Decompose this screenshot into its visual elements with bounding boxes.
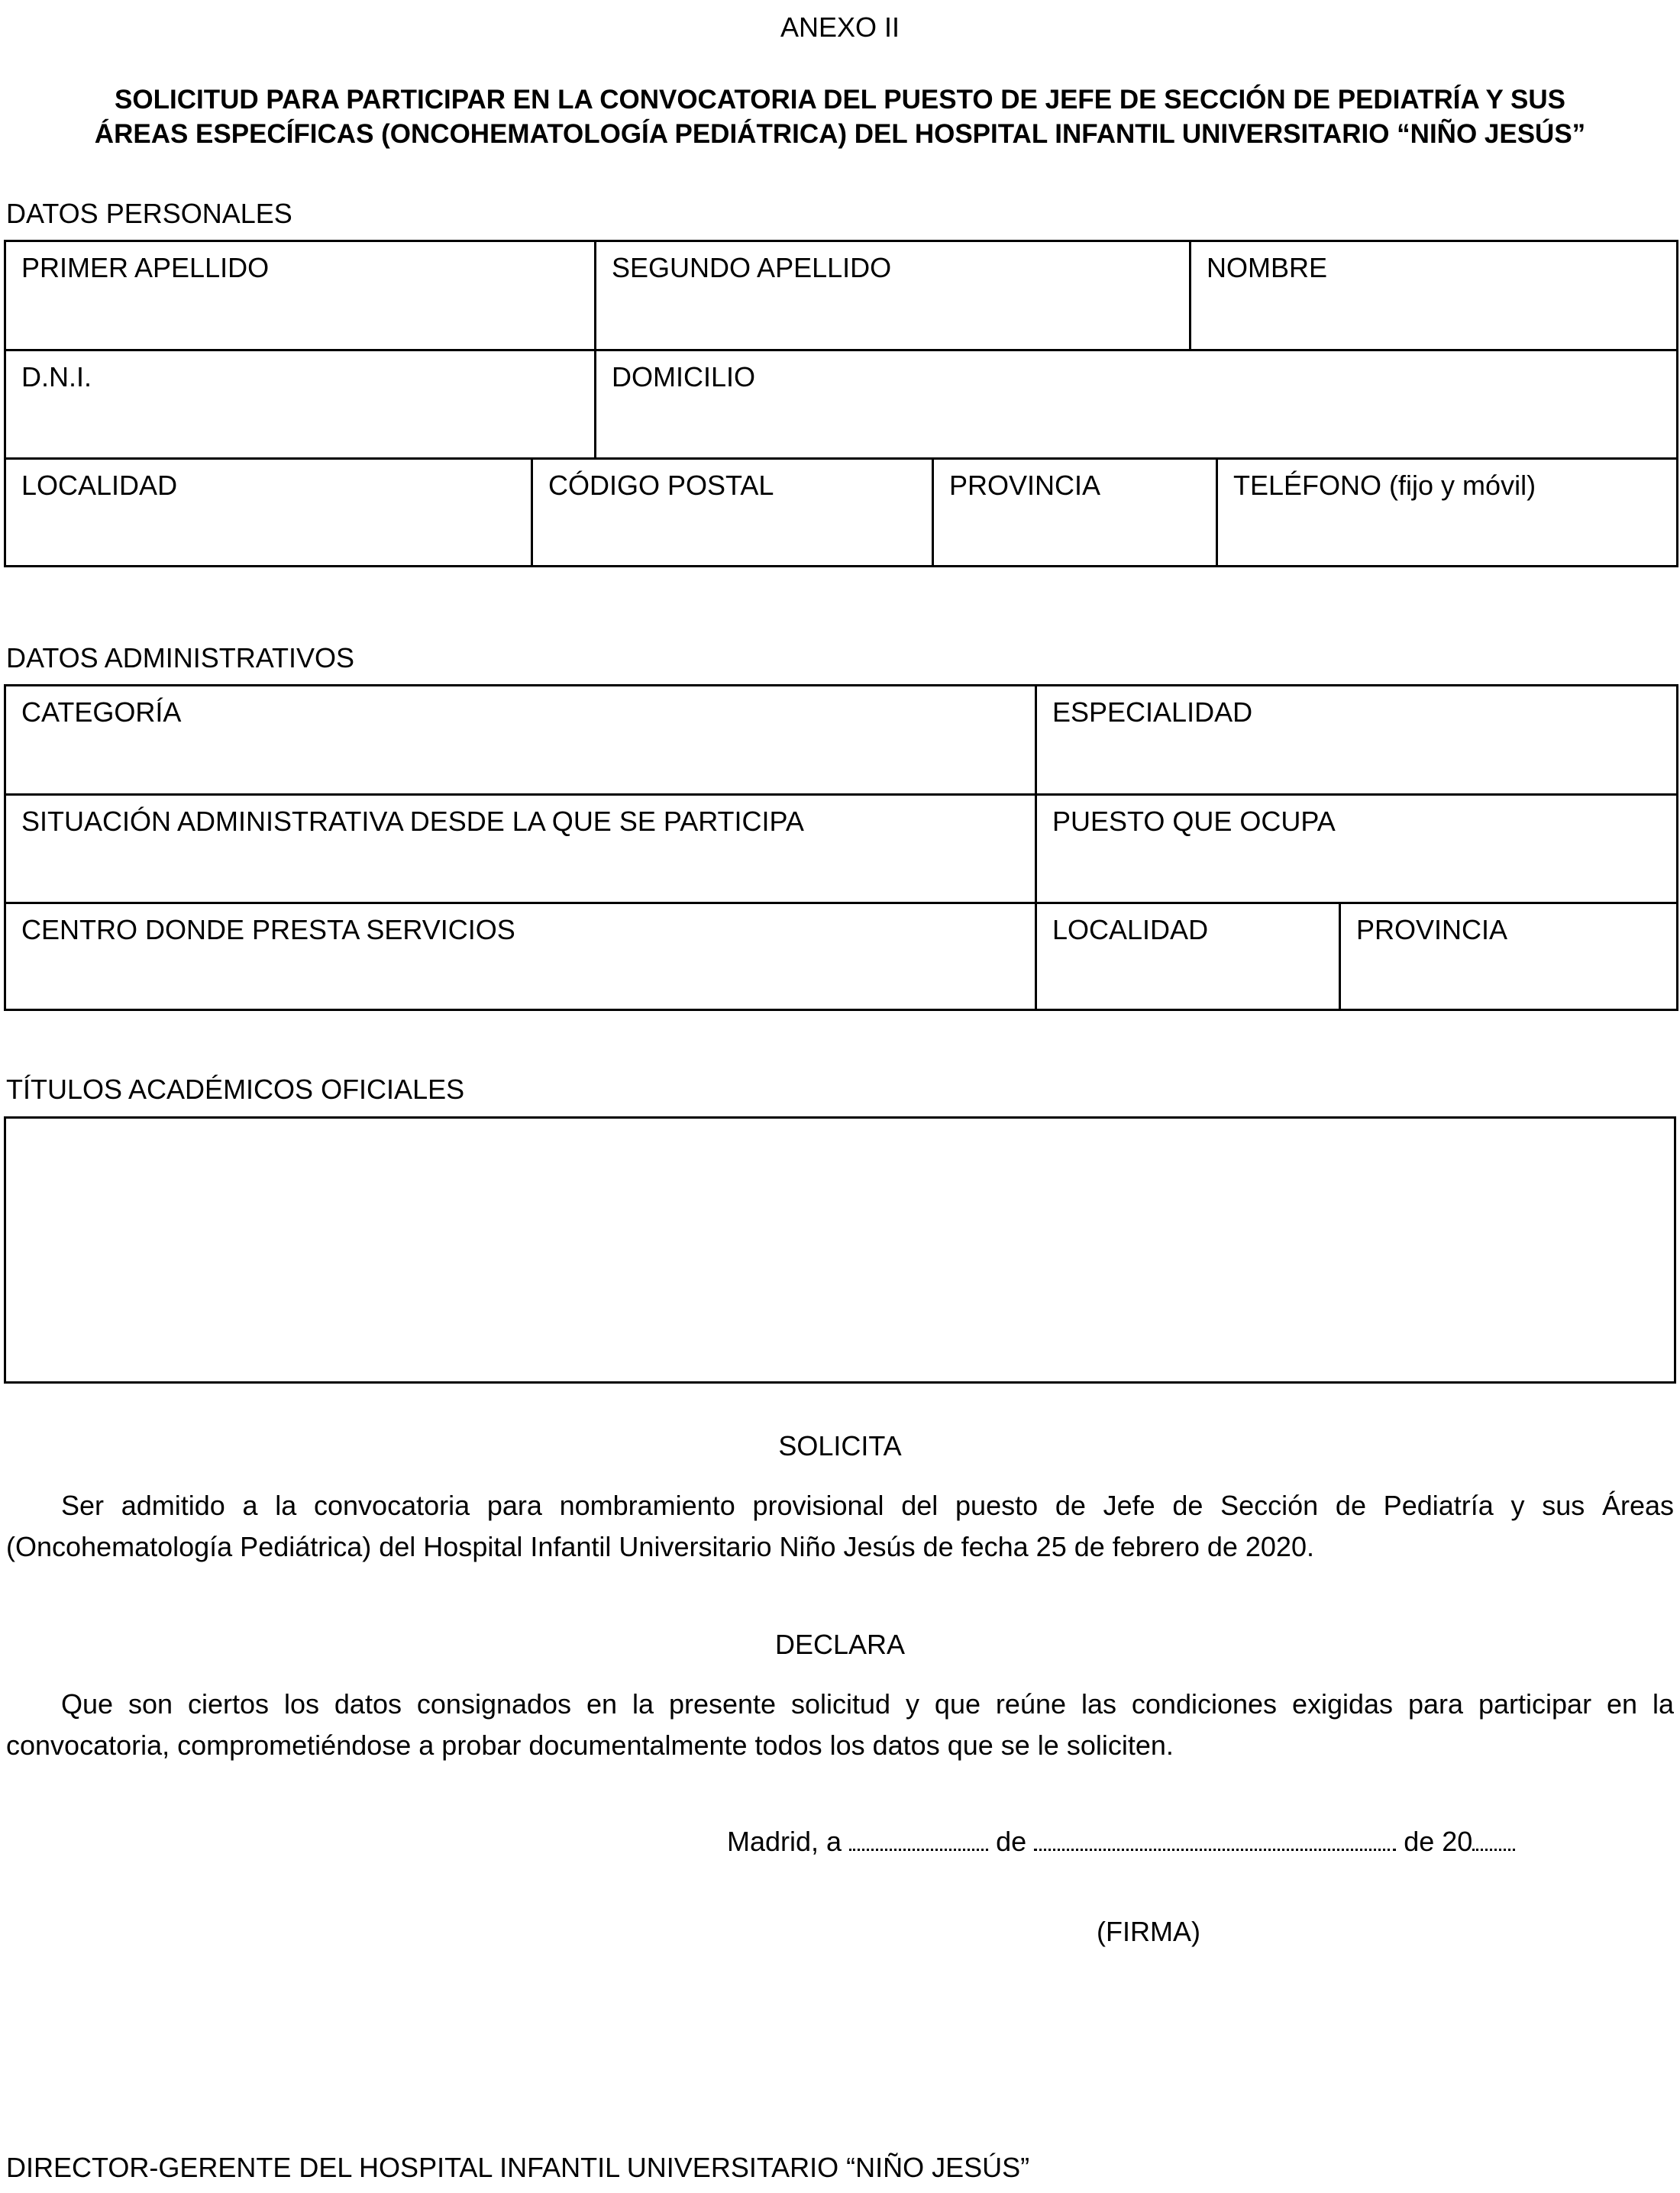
annex-label: ANEXO II <box>780 11 900 43</box>
solicita-heading: SOLICITA <box>778 1430 902 1461</box>
date-de-1: de <box>996 1826 1027 1857</box>
administrative-data-heading: DATOS ADMINISTRATIVOS <box>6 642 355 673</box>
document-title <box>31 82 1649 151</box>
especialidad-field[interactable] <box>1036 686 1678 795</box>
puesto-label: PUESTO QUE OCUPA <box>1052 806 1336 837</box>
codigo-postal-field[interactable] <box>532 459 933 567</box>
date-de-2: de 20 <box>1404 1826 1473 1857</box>
academic-titles-heading: TÍTULOS ACADÉMICOS OFICIALES <box>6 1074 465 1105</box>
day-blank[interactable] <box>849 1826 988 1851</box>
admin-provincia-field[interactable] <box>1340 903 1678 1010</box>
segundo-apellido-field[interactable] <box>596 241 1191 350</box>
declara-text: Que son ciertos los datos consignados en la presente solicitud y que reúne las condiciones exigidas para participar en la convocatoria, comprometiéndose a probar documentalmente todos los datos que se le soliciten. <box>6 1688 1674 1761</box>
domicilio-field[interactable] <box>596 350 1678 459</box>
dni-label: D.N.I. <box>21 361 92 392</box>
primer-apellido-field[interactable] <box>5 241 596 350</box>
categoria-label: CATEGORÍA <box>21 696 182 728</box>
personal-data-heading: DATOS PERSONALES <box>6 198 292 229</box>
year-blank[interactable] <box>1472 1826 1515 1851</box>
personal-data-table <box>4 240 1678 567</box>
title-line-2: ÁREAS ESPECÍFICAS (ONCOHEMATOLOGÍA PEDIÁTRICA) DEL HOSPITAL INFANTIL UNIVERSITARIO “NIÑO JESÚS” <box>94 119 1586 149</box>
centro-field[interactable] <box>5 903 1036 1010</box>
solicita-text: Ser admitido a la convocatoria para nombramiento provisional del puesto de Jefe de Sección de Pediatría y sus Áreas (Oncohematología Pediátrica) del Hospital Infantil Universitario Niño Jesús de fecha 25 de febrero de 2020. <box>6 1490 1674 1562</box>
date-line <box>727 1825 1515 1859</box>
admin-localidad-label: LOCALIDAD <box>1052 914 1209 945</box>
admin-localidad-field[interactable] <box>1036 903 1340 1010</box>
title-line-1: SOLICITUD PARA PARTICIPAR EN LA CONVOCATORIA DEL PUESTO DE JEFE DE SECCIÓN DE PEDIATRÍA Y SUS <box>115 85 1565 115</box>
dni-field[interactable] <box>5 350 596 459</box>
declara-heading: DECLARA <box>774 1629 906 1660</box>
administrative-data-table <box>4 684 1678 1011</box>
provincia-label: PROVINCIA <box>949 470 1101 501</box>
nombre-label: NOMBRE <box>1207 252 1328 283</box>
addressee: DIRECTOR-GERENTE DEL HOSPITAL INFANTIL UNIVERSITARIO “NIÑO JESÚS” <box>6 2152 1030 2183</box>
centro-label: CENTRO DONDE PRESTA SERVICIOS <box>21 914 515 945</box>
admin-provincia-label: PROVINCIA <box>1356 914 1508 945</box>
provincia-field[interactable] <box>933 459 1217 567</box>
puesto-field[interactable] <box>1036 795 1678 903</box>
telefono-label: TELÉFONO (fijo y móvil) <box>1233 470 1536 501</box>
month-blank[interactable] <box>1034 1826 1396 1851</box>
segundo-apellido-label: SEGUNDO APELLIDO <box>612 252 892 283</box>
codigo-postal-label: CÓDIGO POSTAL <box>548 470 774 501</box>
situacion-label: SITUACIÓN ADMINISTRATIVA DESDE LA QUE SE PARTICIPA <box>21 806 804 837</box>
academic-titles-box[interactable] <box>4 1116 1676 1384</box>
firma-label: (FIRMA) <box>1097 1916 1200 1947</box>
telefono-field[interactable] <box>1217 459 1678 567</box>
primer-apellido-label: PRIMER APELLIDO <box>21 252 270 283</box>
localidad-label: LOCALIDAD <box>21 470 178 501</box>
nombre-field[interactable] <box>1191 241 1678 350</box>
domicilio-label: DOMICILIO <box>612 361 756 392</box>
date-place-label: Madrid, a <box>727 1826 842 1857</box>
especialidad-label: ESPECIALIDAD <box>1052 696 1253 728</box>
categoria-field[interactable] <box>5 686 1036 795</box>
localidad-field[interactable] <box>5 459 532 567</box>
situacion-field[interactable] <box>5 795 1036 903</box>
